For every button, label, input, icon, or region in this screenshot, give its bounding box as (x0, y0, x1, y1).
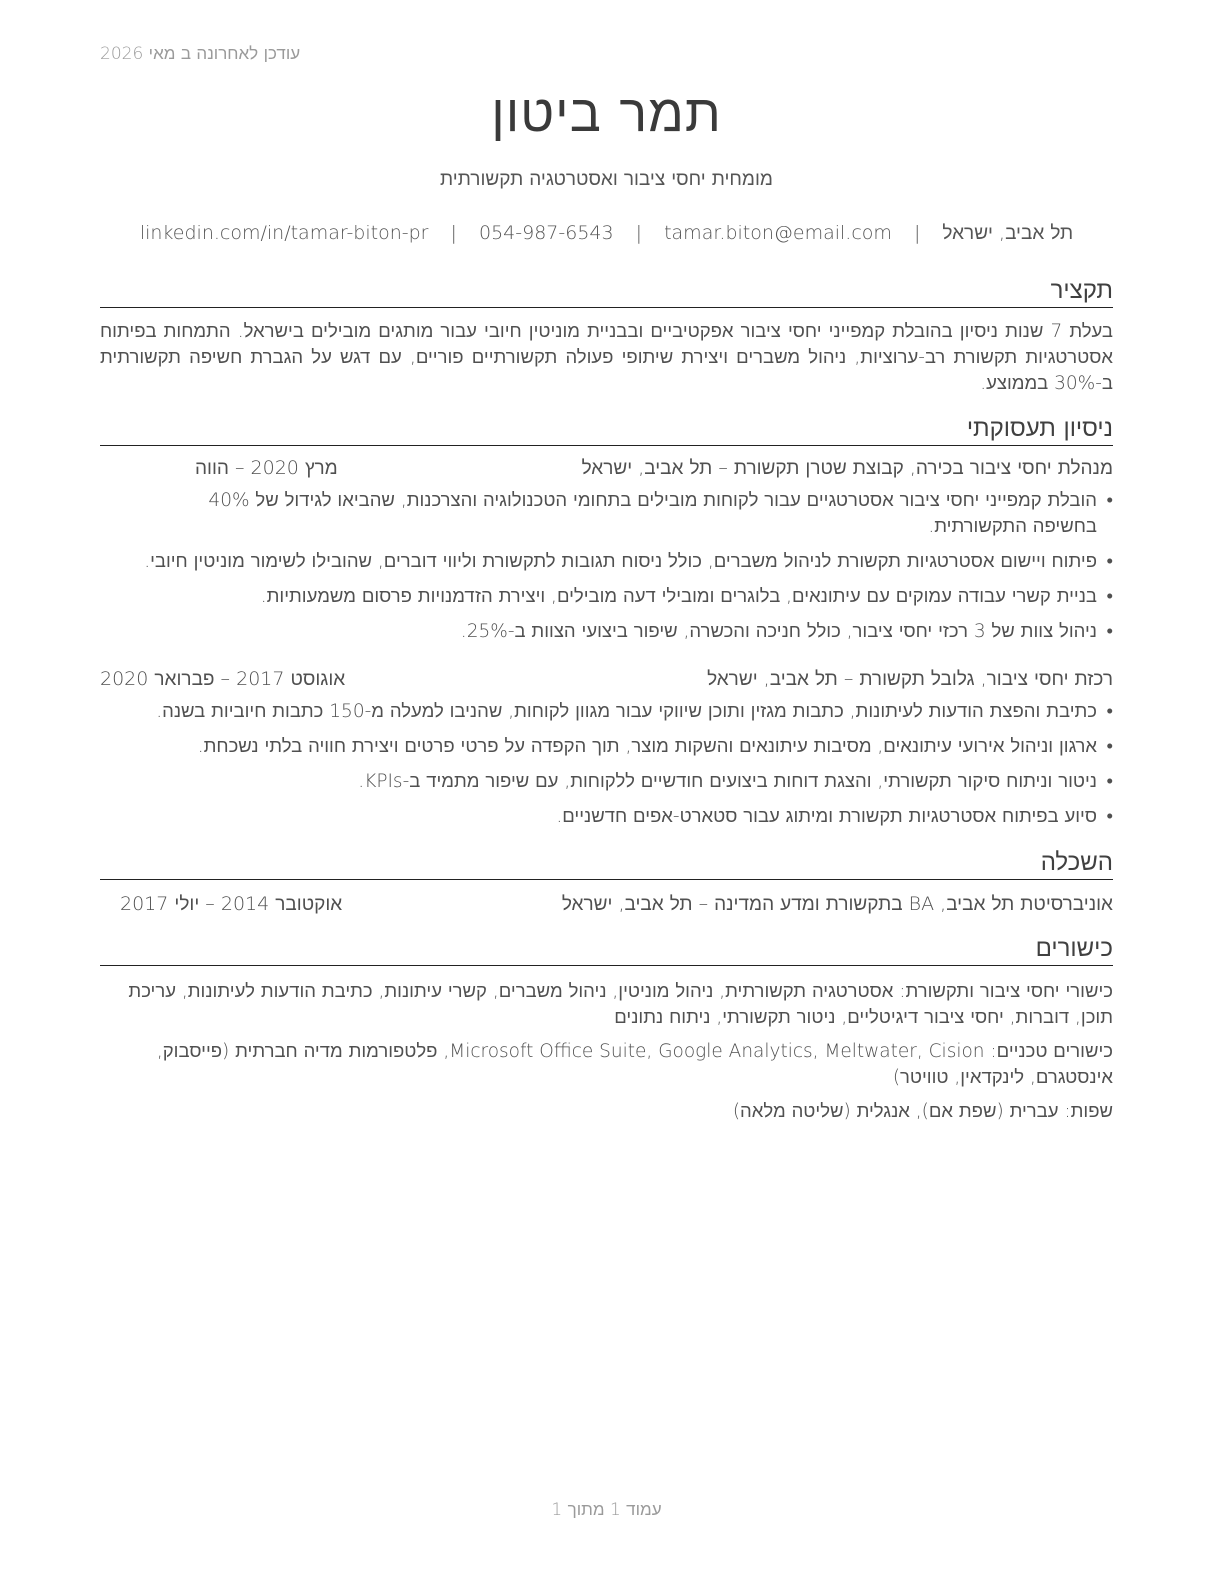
summary-heading: תקציר (100, 275, 1113, 308)
bullet-item: • ניטור וניתוח סיקור תקשורתי, והצגת דוחות ביצועים חודשיים ללקוחות, עם שיפור מתמיד ב-KPIs. (144, 769, 1113, 795)
job-bullets (144, 699, 1113, 830)
experience-heading: ניסיון תעסוקתי (100, 413, 1113, 446)
job-role: מנהלת יחסי ציבור בכירה, קבוצת שטרן תקשורת – תל אביב, ישראל (581, 457, 1113, 479)
skills-item: שפות: עברית (שפת אם), אנגלית (שליטה מלאה) (732, 1101, 1113, 1122)
education-dates: אוקטובר 2014 – יולי 2017 (120, 893, 343, 915)
education-row (100, 893, 1113, 919)
bullet-item: • ארגון וניהול אירועי עיתונאים, מסיבות עיתונאים והשקות מוצר, תוך הקפדה על פרטי פרטים ויצירת חוויה בלתי נשכחת. (144, 734, 1113, 760)
job-role: רכזת יחסי ציבור, גלובל תקשורת – תל אביב, ישראל (707, 668, 1113, 690)
contact-separator: | (450, 222, 457, 244)
resume-page (100, 0, 1113, 1584)
last-updated: עודכן לאחרונה ב מאי 2026 (100, 44, 301, 64)
job-header (100, 457, 1113, 483)
contact-line (100, 222, 1113, 245)
bullet-item: • הובלת קמפייני יחסי ציבור אסטרטגיים עבור לקוחות מובילים בתחומי הטכנולוגיה והצרכנות, שהביאו לגידול של 40% בחשיפה התקשורתית. (144, 488, 1113, 540)
summary-text: בעלת 7 שנות ניסיון בהובלת קמפייני יחסי ציבור אפקטיביים ובבניית מוניטין חיובי עבור מותגים מובילים בישראל. התמחות בפיתוח אסטרטגיות תקשורת רב-ערוציות, ניהול משברים ויצירת שיתופי פעולה תקשורתיים פוריים, עם דגש על הגברת חשיפה תקשורתית ב-30% בממוצע. (100, 321, 1113, 394)
education-heading: השכלה (100, 847, 1113, 880)
job-dates: אוגוסט 2017 – פברואר 2020 (100, 668, 346, 690)
candidate-name: תמר ביטון (491, 84, 722, 144)
contact-email[interactable]: tamar.biton@email.com (664, 222, 892, 244)
contact-separator: | (635, 222, 643, 244)
page-number: עמוד 1 מתוך 1 (551, 1500, 662, 1520)
contact-phone[interactable]: 054-987-6543 (478, 222, 614, 244)
bullet-item: • כתיבת והפצת הודעות לעיתונות, כתבות מגזין ותוכן שיווקי עבור מגוון לקוחות, שהניבו למעלה מ-150 כתבות חיוביות בשנה. (144, 699, 1113, 725)
skills-item: כישורי יחסי ציבור ותקשורת: אסטרטגיה תקשורתית, ניהול מוניטין, ניהול משברים, קשרי עיתונות, כתיבת הודעות לעיתונות, עריכת תוכן, דוברות, יחסי ציבור דיגיטליים, ניטור תקשורתי, ניתוח נתונים (128, 981, 1113, 1028)
education-degree: אוניברסיטת תל אביב, BA בתקשורת ומדע המדינה – תל אביב, ישראל (561, 893, 1113, 915)
candidate-title: מומחית יחסי ציבור ואסטרטגיה תקשורתית (440, 168, 773, 190)
skills-item: כישורים טכניים: Microsoft Office Suite, Google Analytics, Meltwater, Cision, פלטפורמות מדיה חברתית (פייסבוק, אינסטגרם, לינקדאין, טוויטר) (156, 1041, 1113, 1088)
bullet-item: • סיוע בפיתוח אסטרטגיות תקשורת ומיתוג עבור סטארט-אפים חדשניים. (144, 804, 1113, 830)
bullet-item: • פיתוח ויישום אסטרטגיות תקשורת לניהול משברים, כולל ניסוח תגובות לתקשורת וליווי דוברים, שהובילו לשימור מוניטין חיובי. (144, 549, 1113, 575)
contact-separator: | (913, 222, 921, 244)
job-dates: מרץ 2020 – הווה (195, 457, 338, 479)
contact-linkedin[interactable]: linkedin.com/in/tamar-biton-pr (139, 222, 429, 244)
bullet-item: • ניהול צוות של 3 רכזי יחסי ציבור, כולל חניכה והכשרה, שיפור ביצועי הצוות ב-25%. (144, 619, 1113, 645)
job-header (100, 668, 1113, 694)
contact-location: תל אביב, ישראל (942, 222, 1074, 244)
skills-heading: כישורים (100, 933, 1113, 966)
bullet-item: • בניית קשרי עבודה עמוקים עם עיתונאים, בלוגרים ומובילי דעה מובילים, ויצירת הזדמנויות פרסום משמעותיות. (144, 584, 1113, 610)
job-bullets (144, 488, 1113, 645)
